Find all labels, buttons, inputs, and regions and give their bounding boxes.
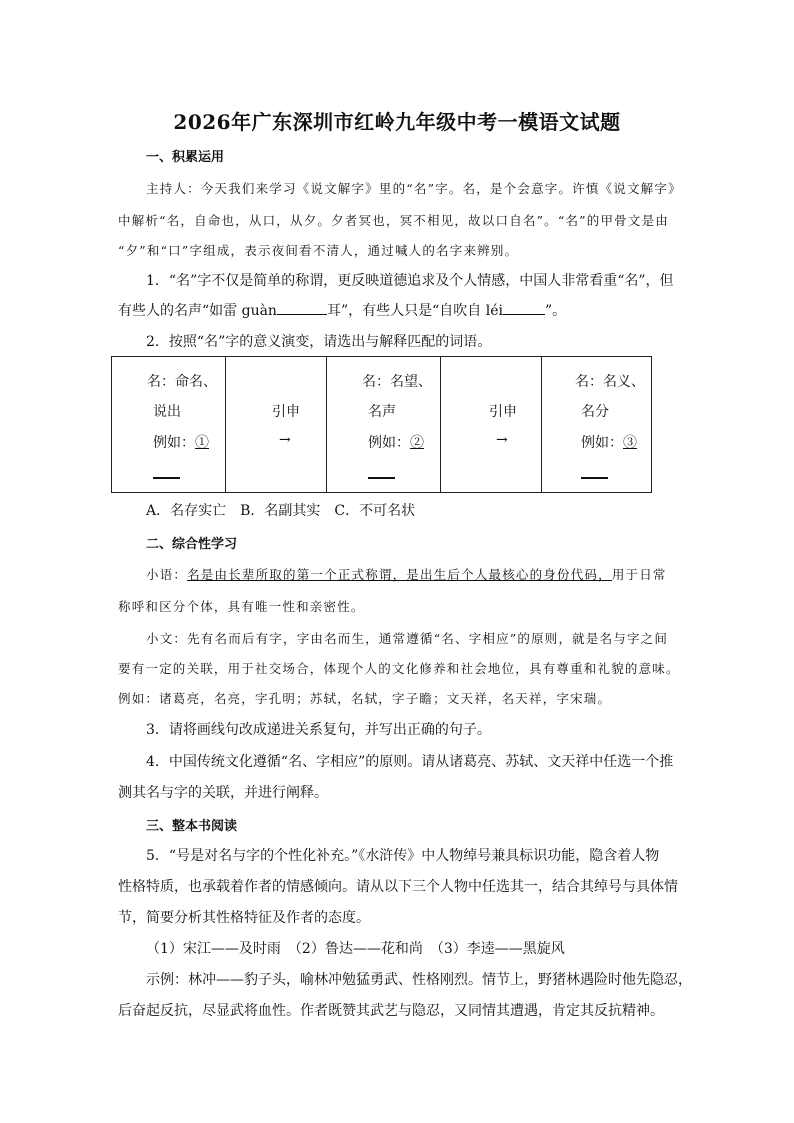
- arrow-cell-2: [441, 357, 542, 493]
- options-line: A．名存实亡 B．名副其实 C．不可名状: [146, 503, 416, 519]
- answer-blank-2[interactable]: [368, 477, 395, 479]
- meaning-box-2: [327, 357, 441, 493]
- xiaowen-line1: 小文：先有名而后有字，字由名而生，通常遵循“名、字相应”的原则，就是名与字之间: [146, 631, 669, 646]
- box1-line2: 说出: [153, 404, 181, 420]
- question-3: 3．请将画线句改成递进关系复句，并写出正确的句子。: [146, 722, 491, 738]
- box3-example-label: 例如：: [581, 435, 623, 451]
- box3-example-number: ③: [623, 435, 637, 451]
- box2-example: [368, 432, 424, 452]
- question-1-part-a: 有些人的名声“如雷 guàn: [118, 303, 277, 319]
- xiaowen-line3: 例如：诸葛亮，名亮，字孔明；苏轼，名轼，字子瞻；文天祥，名天祥，字宋瑞。: [118, 691, 612, 706]
- question-1-part-c: ”。: [544, 303, 567, 319]
- arrow-icon: →: [279, 432, 291, 448]
- question-5-line3: 节，简要分析其性格特征及作者的态度。: [118, 910, 370, 926]
- page-title: 2026年广东深圳市红岭九年级中考一模语文试题: [173, 110, 621, 134]
- answer-blank-1[interactable]: [153, 477, 180, 479]
- xiaoyu-line1: [146, 565, 667, 583]
- answer-blank-3[interactable]: [581, 477, 608, 479]
- box3-line2: 名分: [581, 404, 609, 420]
- arrow-cell-1: [226, 357, 327, 493]
- question-1-part-b: 耳”，有些人只是“自吹自 léi: [326, 303, 503, 319]
- box2-example-label: 例如：: [368, 435, 410, 451]
- xiaoyu-line2: 称呼和区分个体，具有唯一性和亲密性。: [118, 599, 365, 614]
- box1-example: [153, 432, 209, 452]
- box1-example-number: ①: [195, 435, 209, 451]
- question-2: 2．按照“名”字的意义演变，请选出与解释匹配的词语。: [146, 334, 492, 350]
- section-heading-3: 三、整本书阅读: [146, 819, 238, 834]
- answer-blank-guan[interactable]: [277, 302, 327, 315]
- question-1-line2: [118, 300, 566, 320]
- character-choices: （1）宋江——及时雨 （2）鲁达——花和尚 （3）李逵——黑旋风: [146, 941, 565, 957]
- box3-line1: 名：名义、: [575, 374, 645, 390]
- arrow-label-2: 引申: [489, 404, 517, 420]
- arrow-label-1: 引申: [272, 404, 300, 420]
- box3-example: [581, 432, 637, 452]
- box2-example-number: ②: [410, 435, 424, 451]
- xiaoyu-rest: 用于日常: [611, 567, 667, 582]
- box2-line1: 名：名望、: [362, 374, 432, 390]
- arrow-icon: →: [496, 432, 508, 448]
- meaning-box-1: [112, 357, 226, 493]
- example-line2: 后奋起反抗，尽显武将血性。作者既赞其武艺与隐忍，又同情其遭遇，肯定其反抗精神。: [118, 1003, 664, 1019]
- host-text-line3: “夕”和“口”字组成，表示夜间看不清人，通过喊人的名字来辨别。: [118, 243, 519, 258]
- box2-line2: 名声: [368, 404, 396, 420]
- box1-example-label: 例如：: [153, 435, 195, 451]
- box1-line1: 名：命名、: [147, 374, 217, 390]
- section-heading-1: 一、积累运用: [146, 150, 225, 165]
- xiaowen-line2: 要有一定的关联，用于社交场合，体现个人的文化修养和社会地位，具有尊重和礼貌的意味。: [118, 661, 680, 676]
- meaning-box-3: [542, 357, 652, 493]
- answer-blank-lei[interactable]: [503, 302, 545, 315]
- underlined-sentence: 名是由长辈所取的第一个正式称谓，是出生后个人最核心的身份代码，: [187, 567, 612, 582]
- question-4-line1: 4．中国传统文化遵循“名、字相应”的原则。请从诸葛亮、苏轼、文天祥中任选一个推: [146, 754, 674, 770]
- question-1-line1: 1．“名”字不仅是简单的称谓，更反映道德追求及个人情感，中国人非常看重“名”，但: [146, 273, 674, 289]
- question-5-line2: 性格特质，也承载着作者的情感倾向。请从以下三个人物中任选其一，结合其绰号与具体情: [118, 879, 678, 895]
- xiaoyu-label: 小语：: [146, 567, 188, 582]
- section-heading-2: 二、综合性学习: [146, 537, 238, 552]
- host-text-line1: 主持人：今天我们来学习《说文解字》里的“名”字。名，是个会意字。许慎《说文解字》: [146, 181, 682, 196]
- meaning-evolution-table: [111, 356, 652, 493]
- question-5-line1: 5．“号是对名与字的个性化补充。”《水浒传》中人物绰号兼具标识功能，隐含着人物: [146, 848, 660, 864]
- host-text-line2: 中解析“名，自命也，从口，从夕。夕者冥也，冥不相见，故以口自名”。“名”的甲骨文是由: [118, 213, 669, 228]
- question-4-line2: 测其名与字的关联，并进行阐释。: [118, 785, 328, 801]
- example-line1: 示例：林冲——豹子头，喻林冲勉猛勇武、性格刚烈。情节上，野猪林遇险时他先隐忍，: [146, 972, 692, 988]
